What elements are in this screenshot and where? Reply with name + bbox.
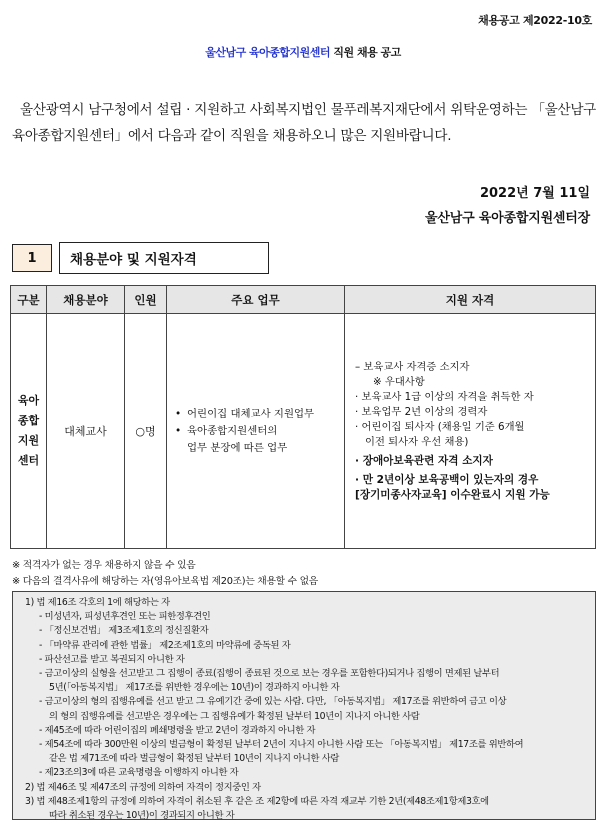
duty-text: 육아종합지원센터의 — [187, 424, 278, 437]
notice-number: 채용공고 제2022-10호 — [478, 14, 592, 27]
qualification-line: · 보육교사 1급 이상의 자격을 취득한 자 — [355, 390, 534, 403]
title-rest: 직원 채용 공고 — [333, 46, 401, 59]
division-line: 센터 — [17, 454, 40, 467]
table-row — [11, 314, 596, 549]
qualification-line: · 보육업무 2년 이상의 경력자 — [355, 405, 488, 418]
count-cell: ○명 — [125, 314, 167, 549]
header-field: 채용분야 — [47, 286, 125, 314]
disqualification-line: - 파산선고를 받고 복권되지 아니한 자 — [39, 653, 185, 665]
disqualification-line: - 「마약류 관리에 관한 법률」 제2조제1호의 마약류에 중독된 자 — [39, 639, 291, 651]
section-title-box: 채용분야 및 지원자격 — [59, 242, 269, 274]
division-line: 지원 — [17, 434, 40, 447]
field-cell: 대체교사 — [47, 314, 125, 549]
header-duties: 주요 업무 — [167, 286, 345, 314]
page-title — [0, 44, 606, 60]
disqualification-line: 따라 취소된 경우는 10년)이 경과되지 아니한 자 — [49, 810, 235, 822]
disqualification-line: - 미성년자, 피성년후견인 또는 피한정후견인 — [39, 611, 211, 623]
duties-cell — [167, 314, 345, 549]
disqualification-box — [12, 591, 596, 820]
duty-item — [175, 406, 344, 423]
qualification-bold-line: · 만 2년이상 보육공백이 있는자의 경우 — [355, 473, 539, 486]
section-number-box: 1 — [12, 244, 52, 272]
qualification-line: · 어린이집 퇴사자 (채용일 기준 6개월 — [355, 420, 525, 433]
duty-text: 어린이집 대체교사 지원업무 — [187, 407, 315, 420]
bullet-icon: • — [175, 407, 182, 420]
duty-text: 업무 분장에 따른 업무 — [187, 441, 288, 454]
bullet-icon: • — [175, 424, 182, 437]
division-line: 종합 — [17, 414, 40, 427]
header-division: 구분 — [11, 286, 47, 314]
disqualification-line: - 제54조에 따라 300만원 이상의 벌금형이 확정된 날부터 2년이 지나지 아니한 사람 또는 「아동복지법」 제17조를 위반하여 — [39, 739, 524, 751]
disqualification-line: 같은 법 제71조에 따라 벌금형이 확정된 날부터 10년이 지나지 아니한 사람 — [49, 753, 339, 765]
disqualification-line: - 제45조에 따라 어린이집의 폐쇄명령을 받고 2년이 경과하지 아니한 자 — [39, 724, 316, 736]
issuing-organization: 울산남구 육아종합지원센터장 — [425, 211, 590, 226]
disqualification-line: 2) 법 제46조 및 제47조의 규정에 의하여 자격이 정지중인 자 — [25, 781, 261, 793]
duty-item — [175, 423, 344, 440]
disqualification-line: 5년(「아동복지법」 제17조를 위반한 경우에는 10년)이 경과하지 아니한 자 — [49, 682, 340, 694]
disqualification-line: - 「정신보건법」 제3조제1호의 정신질환자 — [39, 625, 209, 637]
disqualification-line: 의 형의 집행유예를 선고받은 경우에는 그 집행유예가 확정된 날부터 10년이 지나지 아니한 사람 — [49, 710, 420, 722]
note-line: ※ 다음의 결격사유에 해당하는 자(영유아보육법 제20조)는 채용할 수 없음 — [12, 576, 318, 587]
qualification-line: – 보육교사 자격증 소지자 — [355, 360, 470, 373]
qualification-bold-line: [장기미종사자교육] 이수완료시 지원 가능 — [355, 488, 550, 501]
title-center-name: 울산남구 육아종합지원센터 — [205, 46, 331, 59]
qualification-line: 이전 퇴사자 우선 채용) — [365, 435, 469, 448]
bullet-icon — [175, 440, 187, 457]
qualifications-cell — [345, 314, 596, 549]
note-line: ※ 적격자가 없는 경우 채용하지 않을 수 있음 — [12, 560, 196, 571]
intro-paragraph: 울산광역시 남구청에서 설립 · 지원하고 사회복지법인 물푸레복지재단에서 위탁운영하는 「울산남구 육아종합지원센터」에서 다음과 같이 직원을 채용하오니 많은 지원바랍니다. — [12, 102, 596, 144]
duty-item — [175, 440, 344, 457]
disqualification-line: 1) 법 제16조 각호의 1에 해당하는 자 — [25, 597, 170, 608]
division-line: 육아 — [17, 394, 40, 407]
header-qualifications: 지원 자격 — [345, 286, 596, 314]
table-header-row — [11, 286, 596, 314]
recruitment-table — [10, 285, 596, 549]
disqualification-line: - 금고이상의 형의 집행유예를 선고 받고 그 유예기간 중에 있는 사람. 다만, 「아동복지법」 제17조를 위반하여 금고 이상 — [39, 696, 507, 708]
qualification-line: ※ 우대사항 — [373, 375, 425, 388]
notice-date: 2022년 7월 11일 — [479, 186, 590, 201]
division-cell — [11, 314, 47, 549]
header-count: 인원 — [125, 286, 167, 314]
disqualification-line: - 금고이상의 실형을 선고받고 그 집행이 종료(집행이 종료된 것으로 보는 경우를 포함한다)되거나 집행이 면제된 날부터 — [39, 668, 500, 680]
disqualification-line: - 제23조의3에 따른 교육명령을 이행하지 아니한 자 — [39, 767, 239, 779]
qualification-bold-line: · 장애아보육관련 자격 소지자 — [355, 454, 493, 467]
disqualification-line: 3) 법 제48조제1항의 규정에 의하여 자격이 취소된 후 같은 조 제2항에 따른 자격 재교부 기한 2년(제48조제1항제3호에 — [25, 795, 489, 807]
